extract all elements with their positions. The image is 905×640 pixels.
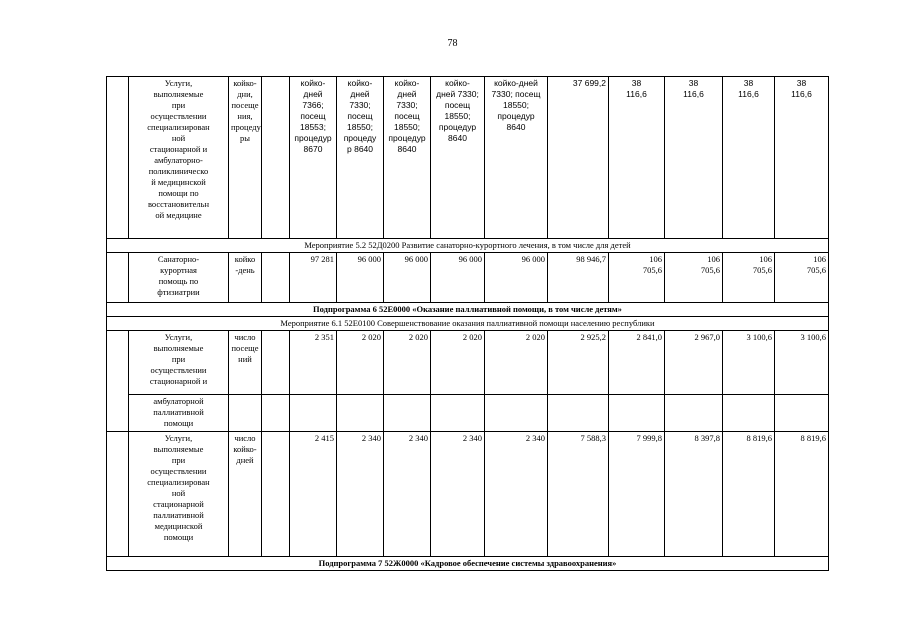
amount-cell: 7 588,3 xyxy=(548,432,609,557)
service-name-cell: Услуги, выполняемые при осуществлении стационарной и xyxy=(129,331,229,395)
volume-cell: 97 281 xyxy=(290,253,337,303)
service-name-cell: Услуги, выполняемые при осуществлении специализирован ной стационарной паллиативной медицинской помощи xyxy=(129,432,229,557)
volume-cell: койко- дней 7366; посещ 18553; процедур 8670 xyxy=(290,77,337,239)
amount-cell: 8 819,6 xyxy=(723,432,775,557)
indent-cell xyxy=(107,432,129,557)
amount-cell: 38 116,6 xyxy=(665,77,723,239)
volume-cell: 96 000 xyxy=(337,253,384,303)
amount-cell: 38 116,6 xyxy=(609,77,665,239)
empty-cell xyxy=(262,77,290,239)
empty-cell xyxy=(262,253,290,303)
empty-cell xyxy=(431,395,485,432)
unit-cell: койко -день xyxy=(229,253,262,303)
program-table xyxy=(106,76,829,571)
subprogram-row xyxy=(107,303,829,317)
volume-cell: койко- дней 7330; посещ 18550; процедур 8640 xyxy=(384,77,431,239)
empty-cell xyxy=(262,432,290,557)
volume-cell: 2 340 xyxy=(384,432,431,557)
table-row xyxy=(107,253,829,303)
amount-cell: 106 705,6 xyxy=(665,253,723,303)
service-name-cell: амбулаторной паллиативной помощи xyxy=(129,395,229,432)
empty-cell xyxy=(290,395,337,432)
table-row xyxy=(107,432,829,557)
table-row xyxy=(107,331,829,395)
volume-cell: койко-дней 7330; посещ 18550; процедур 8640 xyxy=(485,77,548,239)
measure-row xyxy=(107,239,829,253)
volume-cell: 2 020 xyxy=(337,331,384,395)
amount-cell: 106 705,6 xyxy=(609,253,665,303)
empty-cell xyxy=(229,395,262,432)
volume-cell: 96 000 xyxy=(384,253,431,303)
empty-cell xyxy=(262,395,290,432)
volume-cell: койко- дней 7330; посещ 18550; процеду р 8640 xyxy=(337,77,384,239)
volume-cell: 2 351 xyxy=(290,331,337,395)
amount-cell: 3 100,6 xyxy=(775,331,829,395)
amount-cell: 2 967,0 xyxy=(665,331,723,395)
service-name-cell: Услуги, выполняемые при осуществлении специализирован ной стационарной и амбулаторно- поликлиническо й медицинской помощи по восстановительн ой медицине xyxy=(129,77,229,239)
amount-cell: 7 999,8 xyxy=(609,432,665,557)
amount-cell: 8 397,8 xyxy=(665,432,723,557)
empty-cell xyxy=(665,395,723,432)
measure-row xyxy=(107,317,829,331)
amount-cell: 106 705,6 xyxy=(775,253,829,303)
service-name-cell: Санаторно- курортная помощь по фтизиатрии xyxy=(129,253,229,303)
unit-cell: число посеще ний xyxy=(229,331,262,395)
volume-cell: 2 020 xyxy=(485,331,548,395)
amount-cell: 8 819,6 xyxy=(775,432,829,557)
volume-cell: койко- дней 7330; посещ 18550; процедур 8640 xyxy=(431,77,485,239)
indent-cell xyxy=(107,77,129,239)
measure-5-2-heading: Мероприятие 5.2 52Д0200 Развитие санаторно-курортного лечения, в том числе для детей xyxy=(107,239,829,253)
subprogram-7-heading: Подпрограмма 7 52Ж0000 «Кадровое обеспечение системы здравоохранения» xyxy=(107,557,829,571)
amount-cell: 2 925,2 xyxy=(548,331,609,395)
measure-6-1-heading: Мероприятие 6.1 52Е0100 Совершенствование оказания паллиативной помощи населению республики xyxy=(107,317,829,331)
empty-cell xyxy=(262,331,290,395)
volume-cell: 96 000 xyxy=(431,253,485,303)
volume-cell: 2 340 xyxy=(337,432,384,557)
amount-cell: 38 116,6 xyxy=(775,77,829,239)
amount-cell: 3 100,6 xyxy=(723,331,775,395)
volume-cell: 96 000 xyxy=(485,253,548,303)
volume-cell: 2 020 xyxy=(431,331,485,395)
empty-cell xyxy=(384,395,431,432)
empty-cell xyxy=(337,395,384,432)
empty-cell xyxy=(775,395,829,432)
table-row xyxy=(107,77,829,239)
subprogram-row xyxy=(107,557,829,571)
subprogram-6-heading: Подпрограмма 6 52Е0000 «Оказание паллиативной помощи, в том числе детям» xyxy=(107,303,829,317)
empty-cell xyxy=(609,395,665,432)
amount-cell: 98 946,7 xyxy=(548,253,609,303)
unit-cell: койко- дни, посеще ния, процеду ры xyxy=(229,77,262,239)
indent-cell xyxy=(107,331,129,432)
amount-cell: 106 705,6 xyxy=(723,253,775,303)
table-row-continuation xyxy=(107,395,829,432)
empty-cell xyxy=(485,395,548,432)
volume-cell: 2 415 xyxy=(290,432,337,557)
indent-cell xyxy=(107,253,129,303)
page-number: 78 xyxy=(447,38,458,49)
amount-cell: 37 699,2 xyxy=(548,77,609,239)
volume-cell: 2 020 xyxy=(384,331,431,395)
empty-cell xyxy=(548,395,609,432)
volume-cell: 2 340 xyxy=(485,432,548,557)
empty-cell xyxy=(723,395,775,432)
volume-cell: 2 340 xyxy=(431,432,485,557)
amount-cell: 2 841,0 xyxy=(609,331,665,395)
unit-cell: число койко- дней xyxy=(229,432,262,557)
amount-cell: 38 116,6 xyxy=(723,77,775,239)
